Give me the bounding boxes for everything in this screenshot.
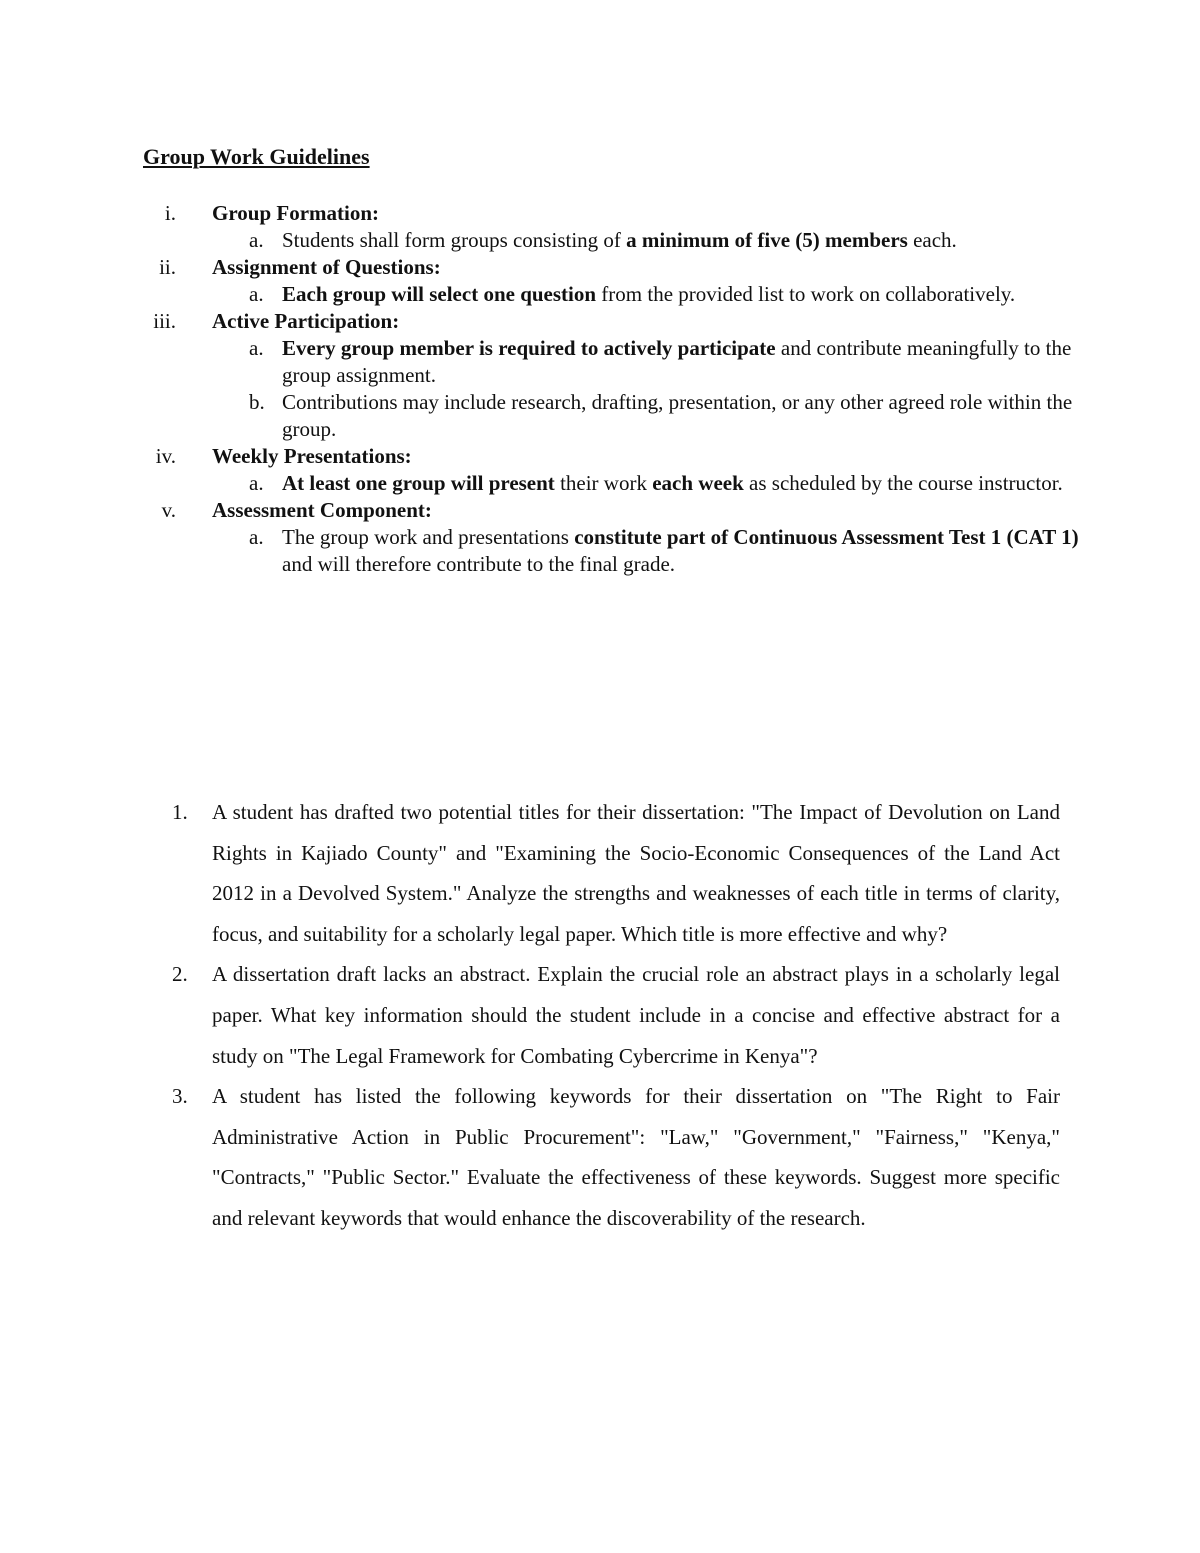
question-text: A student has drafted two potential titles for their dissertation: "The Impact of Devolution on Land Rights in Kajiado County" and "Examining the Socio-Economic Consequences of the Land Act 2012 in a Devolved System." Analyze the strengths and weaknesses of each title in terms of clarity, focus, and suitability for a scholarly legal paper. Which title is more effective and why? — [212, 800, 1060, 946]
section-numeral: iii. — [153, 309, 176, 333]
guideline-item — [249, 524, 1082, 578]
question-text: A dissertation draft lacks an abstract. Explain the crucial role an abstract plays in a scholarly legal paper. What key information should the student include in a concise and effective abstract for a study on "The Legal Framework for Combating Cybercrime in Kenya"? — [212, 962, 1060, 1068]
item-text: Each group will select one question from the provided list to work on collaboratively. — [282, 282, 1016, 306]
question-number: 1. — [172, 800, 188, 824]
section-heading: Group Formation: — [212, 201, 380, 225]
question-item — [172, 1076, 1060, 1238]
questions-list — [0, 792, 1200, 1239]
guideline-item — [249, 470, 1082, 497]
section-heading: Weekly Presentations: — [212, 444, 412, 468]
section-numeral: v. — [161, 498, 176, 522]
question-number: 3. — [172, 1084, 188, 1109]
section-numeral: iv. — [155, 444, 176, 468]
guideline-item — [249, 227, 1082, 254]
question-item — [172, 792, 1060, 954]
guideline-section — [0, 254, 1200, 281]
item-text: Contributions may include research, drafting, presentation, or any other agreed role within the group. — [282, 390, 1073, 441]
question-text: A student has listed the following keywords for their dissertation on "The Right to Fair Administrative Action in Public Procurement": "Law," "Government," "Fairness," "Kenya," "Contracts," "Public Sector." Evaluate the effectiveness of these keywords. Suggest more specific and relevant keywords that would enhance the discoverability of the research. — [212, 1084, 1060, 1230]
item-letter: a. — [249, 525, 264, 549]
section-heading: Assignment of Questions: — [212, 255, 441, 279]
guideline-section — [0, 200, 1200, 227]
guideline-section — [0, 308, 1200, 335]
item-text: Students shall form groups consisting of a minimum of five (5) members each. — [282, 228, 957, 252]
section-numeral: i. — [164, 201, 176, 225]
item-text: Every group member is required to actively participate and contribute meaningfully to the group assignment. — [282, 336, 1072, 387]
section-numeral: ii. — [159, 255, 176, 279]
guideline-item — [249, 335, 1082, 389]
item-text: The group work and presentations constitute part of Continuous Assessment Test 1 (CAT 1) and will therefore contribute to the final grade. — [282, 525, 1079, 576]
item-letter: b. — [249, 390, 265, 414]
section-heading: Assessment Component: — [212, 498, 432, 522]
item-letter: a. — [249, 336, 264, 360]
guideline-item — [249, 389, 1082, 443]
guideline-section — [0, 497, 1200, 524]
section-heading: Active Participation: — [212, 309, 400, 333]
item-letter: a. — [249, 471, 264, 495]
item-letter: a. — [249, 228, 264, 252]
item-text: At least one group will present their work each week as scheduled by the course instructor. — [282, 471, 1063, 495]
question-item — [172, 954, 1060, 1076]
item-letter: a. — [249, 282, 264, 306]
guidelines-list — [0, 200, 1200, 578]
guideline-item — [249, 281, 1082, 308]
question-number: 2. — [172, 962, 188, 987]
guideline-section — [0, 443, 1200, 470]
page-title: Group Work Guidelines — [143, 144, 370, 169]
